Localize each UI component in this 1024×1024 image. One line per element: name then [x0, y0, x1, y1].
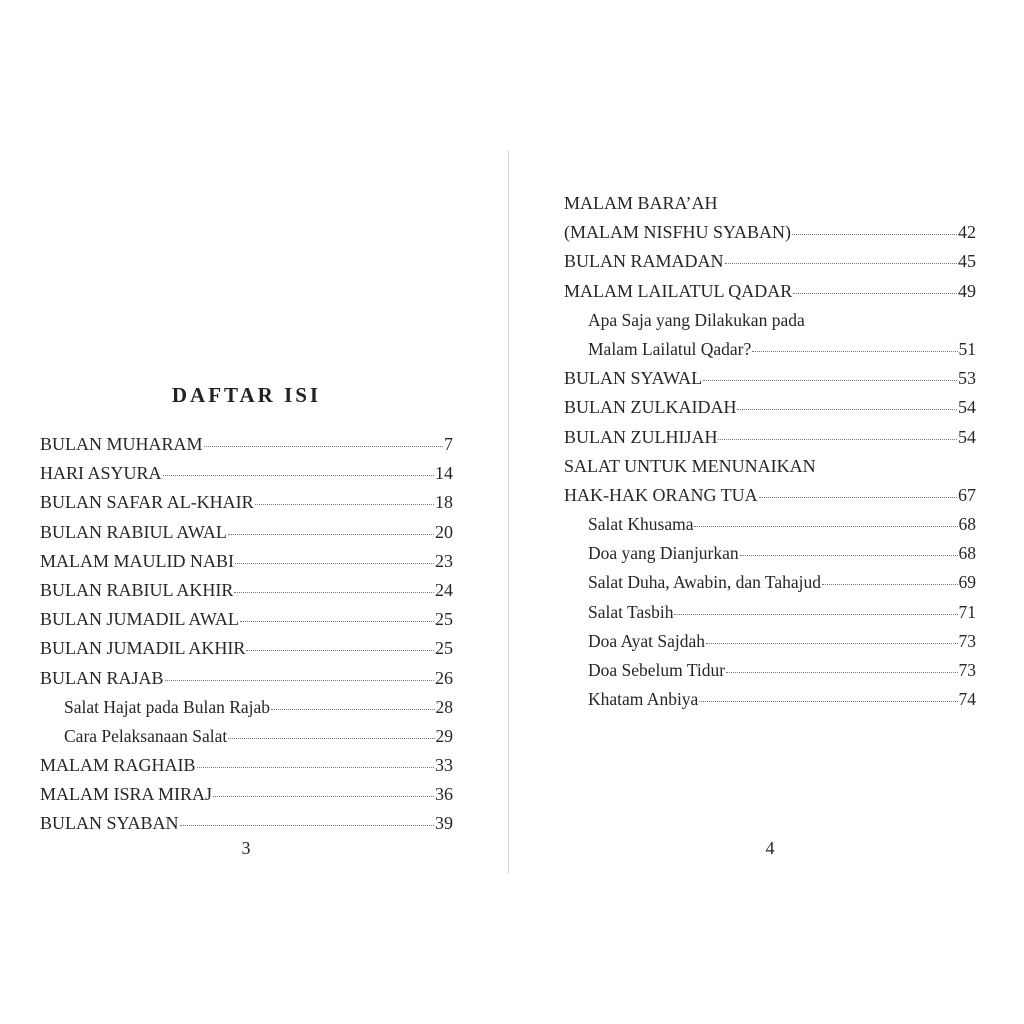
dot-leader	[793, 293, 957, 294]
toc-entry-page: 71	[958, 601, 976, 622]
toc-entry-label: BULAN JUMADIL AKHIR	[40, 638, 246, 659]
toc-entry	[564, 364, 976, 393]
toc-entry-label: BULAN RABIUL AKHIR	[40, 579, 234, 600]
toc-entry-label: Salat Khusama	[588, 514, 694, 535]
page-title: DAFTAR ISI	[171, 383, 322, 407]
toc-entry	[40, 547, 453, 576]
page-number: 4	[765, 838, 775, 858]
toc-entry-page: 29	[435, 725, 453, 746]
toc-entry-label: BULAN SYABAN	[40, 813, 179, 834]
toc-subentry	[564, 656, 976, 685]
toc-entry-label: BULAN SAFAR AL-KHAIR	[40, 492, 254, 513]
toc-entry-label: SALAT UNTUK MENUNAIKAN	[564, 455, 816, 476]
toc-entry-page: 33	[435, 755, 453, 776]
toc-subentry	[564, 627, 976, 656]
toc-subentry	[564, 335, 976, 364]
toc-entry	[40, 488, 453, 517]
dot-leader	[718, 439, 957, 440]
toc-entry-label: Salat Tasbih	[588, 601, 674, 622]
toc-entry-label: Doa Sebelum Tidur	[588, 660, 726, 680]
toc-entry	[40, 664, 453, 693]
page-number: 3	[241, 838, 251, 858]
dot-leader	[271, 709, 434, 710]
dot-leader	[737, 409, 957, 410]
toc-entry-label: BULAN RAMADAN	[564, 251, 724, 272]
toc-entry-page: 45	[958, 251, 976, 272]
toc-entry-label: BULAN ZULKAIDAH	[564, 397, 737, 418]
toc-entry-page: 51	[958, 338, 976, 359]
toc-subentry	[564, 598, 976, 627]
toc-entry-page: 26	[435, 667, 453, 688]
dot-leader	[240, 621, 434, 622]
toc-entry-label: BULAN SYAWAL	[564, 368, 703, 389]
dot-leader	[725, 263, 957, 264]
toc-entry	[564, 452, 976, 481]
toc-entry	[564, 423, 976, 452]
toc-subentry	[564, 306, 976, 335]
dot-leader	[234, 592, 434, 593]
toc-entry-page: 54	[958, 426, 976, 447]
toc-entry	[40, 634, 453, 663]
toc-entry-label: Apa Saja yang Dilakukan pada	[588, 309, 805, 330]
toc-entry	[40, 780, 453, 809]
toc-subentry	[564, 539, 976, 568]
toc-entry	[564, 481, 976, 510]
toc-entry-page: 73	[958, 630, 976, 651]
toc-entry-label: BULAN JUMADIL AWAL	[40, 609, 239, 630]
dot-leader	[235, 563, 434, 564]
dot-leader	[694, 526, 957, 527]
dot-leader	[204, 446, 443, 447]
toc-subentry	[564, 510, 976, 539]
toc-entry-label: BULAN MUHARAM	[40, 434, 203, 454]
dot-leader	[197, 767, 434, 768]
toc-entry	[564, 277, 976, 306]
toc-entry	[564, 218, 976, 247]
toc-subentry	[564, 568, 976, 597]
dot-leader	[822, 584, 957, 585]
toc-entry-label: Doa Ayat Sajdah	[588, 630, 705, 651]
toc-entry	[40, 518, 453, 547]
dot-leader	[228, 534, 434, 535]
toc-entry	[564, 393, 976, 422]
toc-list-right	[564, 189, 976, 714]
toc-entry-label: Salat Duha, Awabin, dan Tahajud	[588, 572, 822, 593]
toc-entry-page: 7	[444, 434, 453, 454]
toc-entry-label: HAK-HAK ORANG TUA	[564, 484, 758, 505]
toc-entry-label: Malam Lailatul Qadar?	[588, 338, 752, 359]
toc-entry	[40, 809, 453, 838]
toc-entry-label: Cara Pelaksanaan Salat	[64, 725, 228, 746]
toc-entry-page: 36	[435, 784, 453, 805]
toc-entry-page: 74	[958, 689, 976, 710]
dot-leader	[699, 701, 957, 702]
toc-entry-label: Doa yang Dianjurkan	[588, 543, 739, 564]
toc-entry-page: 49	[958, 280, 976, 301]
toc-entry-label: MALAM LAILATUL QADAR	[564, 280, 793, 301]
toc-entry	[40, 576, 453, 605]
toc-entry-page: 42	[958, 222, 976, 243]
toc-entry-page: 68	[958, 543, 976, 564]
toc-entry	[40, 459, 453, 488]
toc-entry-label: BULAN ZULHIJAH	[564, 426, 718, 447]
dot-leader	[163, 475, 434, 476]
toc-entry-page: 25	[435, 609, 453, 630]
toc-entry-page: 20	[435, 521, 453, 542]
toc-entry-page: 39	[435, 813, 453, 834]
dot-leader	[740, 555, 958, 556]
toc-subentry	[40, 722, 453, 751]
dot-leader	[213, 796, 434, 797]
toc-entry-label: BULAN RABIUL AWAL	[40, 521, 227, 542]
toc-entry-page: 68	[958, 514, 976, 535]
toc-entry	[40, 605, 453, 634]
dot-leader	[180, 825, 434, 826]
toc-entry-label: Salat Hajat pada Bulan Rajab	[64, 696, 271, 717]
toc-entry-label: MALAM RAGHAIB	[40, 755, 196, 776]
toc-entry-page: 53	[958, 368, 976, 389]
toc-entry-page: 73	[958, 660, 976, 680]
toc-entry-page: 69	[958, 572, 976, 593]
toc-entry-page: 67	[958, 484, 976, 505]
toc-entry-label: MALAM ISRA MIRAJ	[40, 784, 213, 805]
toc-entry-label: MALAM MAULID NABI	[40, 550, 234, 571]
dot-leader	[792, 234, 957, 235]
toc-entry-page: 24	[435, 579, 453, 600]
dot-leader	[246, 650, 434, 651]
toc-list-left	[40, 430, 453, 839]
toc-entry-page: 25	[435, 638, 453, 659]
toc-entry-page: 18	[435, 492, 453, 513]
toc-entry-label: BULAN RAJAB	[40, 667, 164, 688]
toc-entry-label: MALAM BARA’AH	[564, 193, 718, 213]
toc-entry	[564, 189, 976, 218]
dot-leader	[674, 614, 957, 615]
dot-leader	[752, 351, 957, 352]
dot-leader	[706, 643, 958, 644]
dot-leader	[165, 680, 434, 681]
page-gutter	[508, 150, 509, 874]
toc-entry	[40, 751, 453, 780]
toc-entry-label: (MALAM NISFHU SYABAN)	[564, 222, 792, 243]
toc-entry-page: 23	[435, 550, 453, 571]
dot-leader	[228, 738, 434, 739]
toc-entry	[564, 247, 976, 276]
toc-entry-label: HARI ASYURA	[40, 463, 162, 484]
toc-subentry	[40, 693, 453, 722]
toc-subentry	[564, 685, 976, 714]
toc-entry-page: 14	[435, 463, 453, 484]
toc-entry-page: 54	[958, 397, 976, 418]
toc-entry	[40, 430, 453, 459]
dot-leader	[759, 497, 957, 498]
toc-entry-page: 28	[435, 696, 453, 717]
dot-leader	[703, 380, 957, 381]
dot-leader	[255, 504, 434, 505]
dot-leader	[726, 672, 957, 673]
toc-entry-label: Khatam Anbiya	[588, 689, 699, 710]
